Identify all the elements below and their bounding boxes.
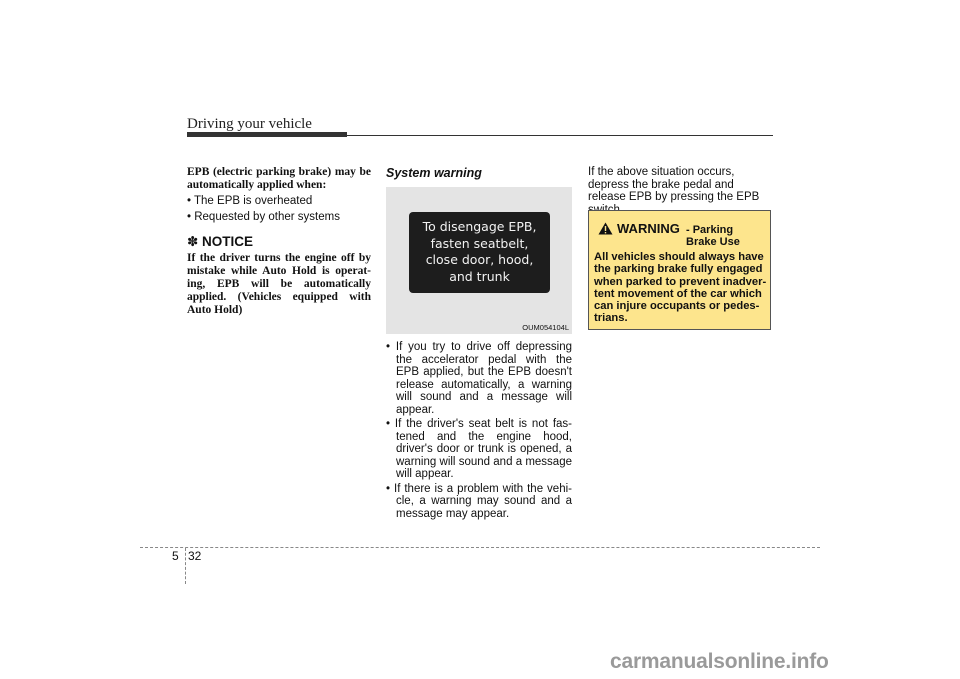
list-item: • If you try to drive off depressing the accelerator pedal with the EPB applied, but the EPB doesn't release automatically, a warning will sound and a message will appear. bbox=[386, 341, 572, 416]
display-line: and trunk bbox=[449, 268, 510, 284]
warning-subtitle: - Parking Brake Use bbox=[686, 224, 740, 248]
bullet-text: The EPB is overheated bbox=[194, 195, 313, 207]
list-item: • If the driver's seat belt is not fas-tened and the engine hood, driver's door or trunk is opened, a warning will sound and a message will appear. bbox=[386, 418, 572, 480]
display-line: close door, hood, bbox=[425, 252, 534, 267]
list-item: • Requested by other systems bbox=[187, 211, 340, 223]
display-line: fasten seatbelt, bbox=[430, 235, 529, 251]
notice-title: ✽ NOTICE bbox=[187, 234, 254, 249]
column-left bbox=[187, 166, 371, 317]
footer-rule bbox=[140, 547, 820, 548]
watermark: carmanualsonline.info bbox=[610, 650, 829, 673]
display-line: To disengage EPB, bbox=[422, 219, 537, 234]
chapter-number: 5 bbox=[172, 549, 179, 563]
page-header-title: Driving your vehicle bbox=[187, 116, 312, 132]
system-warning-heading: System warning bbox=[386, 166, 482, 180]
warning-title: WARNING bbox=[617, 221, 680, 236]
bullet-text: Requested by other systems bbox=[194, 211, 340, 223]
list-item: • If there is a problem with the vehi-cle, a warning may sound and a message may appear. bbox=[386, 482, 572, 520]
figure-code: OUM054104L bbox=[522, 323, 569, 332]
warning-box bbox=[588, 210, 771, 330]
display-message bbox=[409, 219, 550, 285]
footer-divider bbox=[185, 548, 186, 584]
warning-body: All vehicles should always have the parking brake fully engaged when parked to prevent inadver-tent movement of the car which can injure occupants or pedes-trians. bbox=[594, 251, 767, 325]
warning-triangle-icon bbox=[598, 222, 613, 240]
page-number: 32 bbox=[188, 549, 202, 563]
bullet-text: If you try to drive off depressing the accelerator pedal with the EPB applied, but the EPB doesn't release automatically, a warning will sound and a message will appear. bbox=[395, 341, 572, 416]
bullet-text: If there is a problem with the vehi-cle, a warning may sound and a message may appear. bbox=[394, 482, 572, 520]
header-rule bbox=[187, 135, 773, 136]
notice-body: If the driver turns the engine off by mistake while Auto Hold is operat-ing, EPB will be automatically applied. (Vehicles equipped with Auto Hold) bbox=[187, 252, 371, 316]
bullet-text: If the driver's seat belt is not fas-tened and the engine hood, driver's door or trunk is opened, a warning will sound and a message will appear. bbox=[394, 418, 572, 480]
cluster-message-figure bbox=[386, 187, 572, 334]
cluster-display bbox=[409, 212, 550, 293]
epb-intro: EPB (electric parking brake) may be automatically applied when: bbox=[187, 166, 371, 191]
column-right bbox=[588, 166, 774, 216]
list-item: • The EPB is overheated bbox=[187, 195, 313, 207]
release-paragraph: If the above situation occurs, depress the brake pedal and release EPB by pressing the EPB bbox=[588, 166, 760, 203]
column-middle bbox=[386, 166, 572, 520]
